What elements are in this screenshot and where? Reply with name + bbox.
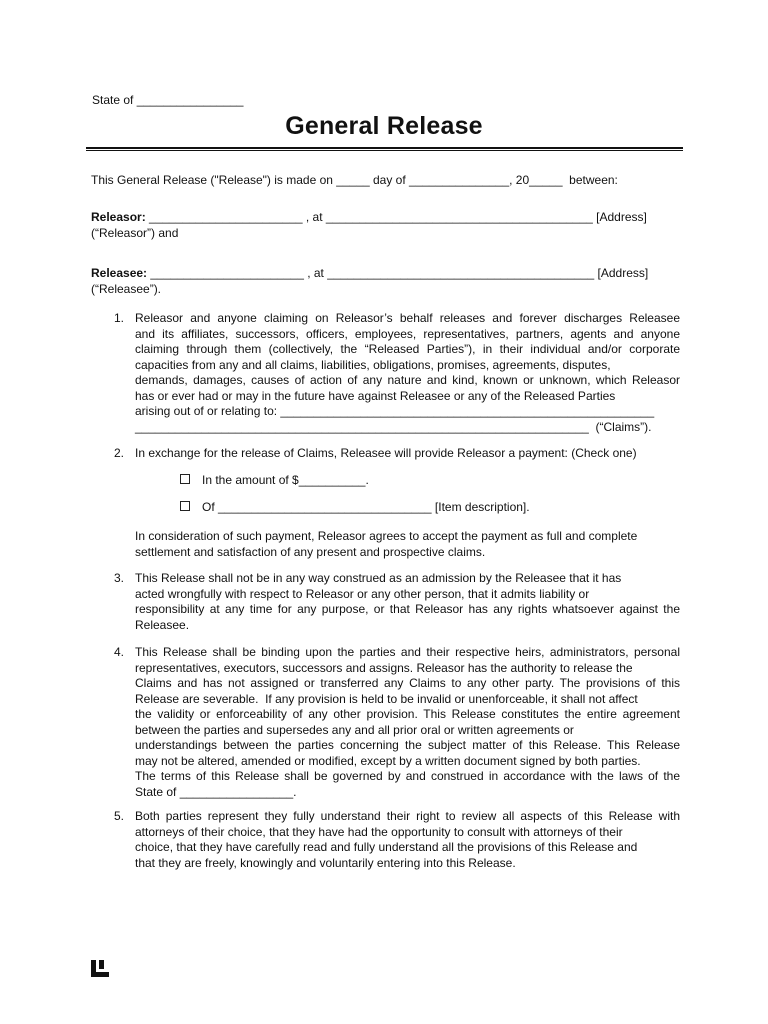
document-title: General Release — [285, 112, 483, 140]
clause-line: Both parties represent they fully understand their right to review all aspects of this Release with — [135, 809, 680, 823]
clause-line: choice, that they have carefully read and fully understand all the provisions of this Release and — [135, 840, 638, 854]
clause-number: 1. — [114, 311, 125, 325]
clause-line: responsibility at any time for any purpose, or that Releasor has any rights whatsoever against the — [135, 602, 680, 616]
clause-line: attorneys of their choice, that they have had the opportunity to consult with attorneys of their — [135, 824, 623, 839]
releasee-label: Releasee: — [91, 266, 148, 280]
clause-line: claiming through them (collectively, the “Released Parties”), in their individual and/or corporate — [135, 342, 680, 356]
checkbox-icon[interactable] — [180, 474, 190, 484]
clause-line: In exchange for the release of Claims, Releasee will provide Releasor a payment: (Check one) — [135, 446, 637, 460]
releasee-suffix: (“Releasee”). — [91, 281, 162, 296]
legal-templates-logo-icon — [91, 960, 109, 977]
clause-number: 3. — [114, 571, 125, 585]
clause-number: 2. — [114, 446, 125, 460]
clause-line: ____________________________________________________________________ (“Claims”). — [135, 419, 652, 434]
clause-line: Claims and has not assigned or transferred any Claims to any other party. The provisions of this — [135, 676, 680, 690]
clause-number: 5. — [114, 809, 125, 823]
clause-line: has or ever had or may in the future have against Releasee or any of the Released Parties — [135, 388, 616, 403]
releasor-block — [91, 210, 677, 241]
clause-line: understandings between the parties concerning the subject matter of this Release. This Release — [135, 738, 680, 752]
payment-option-amount[interactable] — [180, 473, 369, 489]
clause-line: Releasee. — [135, 617, 190, 632]
clause-line: In consideration of such payment, Releasor agrees to accept the payment as full and complete — [135, 529, 638, 543]
title-divider — [86, 147, 683, 151]
checkbox-icon[interactable] — [180, 501, 190, 511]
clause-line: that they are freely, knowingly and voluntarily entering into this Release. — [135, 855, 516, 870]
intro-paragraph: This General Release ("Release") is made on _____ day of _______________, 20_____ between: — [91, 173, 618, 187]
clause-line: Releasor and anyone claiming on Releasor’s behalf releases and forever discharges Releasee — [135, 311, 680, 325]
clause-line: arising out of or relating to: ________________________________________________________ — [135, 404, 655, 418]
clause-line: acted wrongfully with respect to Releasor or any other person, that it admits liability or — [135, 586, 590, 601]
clause-line: the validity or enforceability of any other provision. This Release constitutes the entire agreement — [135, 707, 680, 721]
option-label: Of ________________________________ [Item description]. — [202, 500, 530, 514]
clause-line: between the parties and supersedes any and all prior oral or written agreements or — [135, 722, 574, 737]
option-label: In the amount of $__________. — [202, 473, 369, 487]
releasee-line: _______________________ , at ________________________________________ [Address] — [147, 266, 649, 280]
clause-line: settlement and satisfaction of any present and prospective claims. — [135, 544, 486, 559]
clause-line: The terms of this Release shall be governed by and construed in accordance with the laws of the — [135, 769, 680, 783]
clause-line: capacities from any and all claims, liabilities, obligations, promises, agreements, disputes, — [135, 357, 611, 372]
clause-line: demands, damages, causes of action of any nature and kind, known or unknown, which Releasor — [135, 373, 680, 387]
payment-option-item[interactable] — [180, 500, 530, 516]
releasor-suffix: (“Releasor”) and — [91, 225, 179, 240]
clause-number: 4. — [114, 645, 125, 659]
clause-line: and its affiliates, successors, officers, employees, representatives, partners, agents and anyone — [135, 326, 680, 341]
state-line: State of ________________ — [92, 93, 244, 107]
releasor-line: _______________________ , at ________________________________________ [Address] — [145, 210, 647, 224]
clause-line: This Release shall be binding upon the parties and their respective heirs, administrators, personal — [135, 645, 680, 659]
releasee-block — [91, 266, 677, 297]
clause-line: Release are severable. If any provision is held to be invalid or unenforceable, it shall not affect — [135, 691, 638, 706]
releasor-label: Releasor: — [91, 210, 146, 224]
clause-line: representatives, executors, successors and assigns. Releasor has the authority to release the — [135, 660, 633, 675]
clause-line: State of _________________. — [135, 784, 297, 799]
clause-line: This Release shall not be in any way construed as an admission by the Releasee that it has — [135, 571, 622, 585]
clause-line: may not be altered, amended or modified, except by a written document signed by both parties. — [135, 753, 641, 768]
